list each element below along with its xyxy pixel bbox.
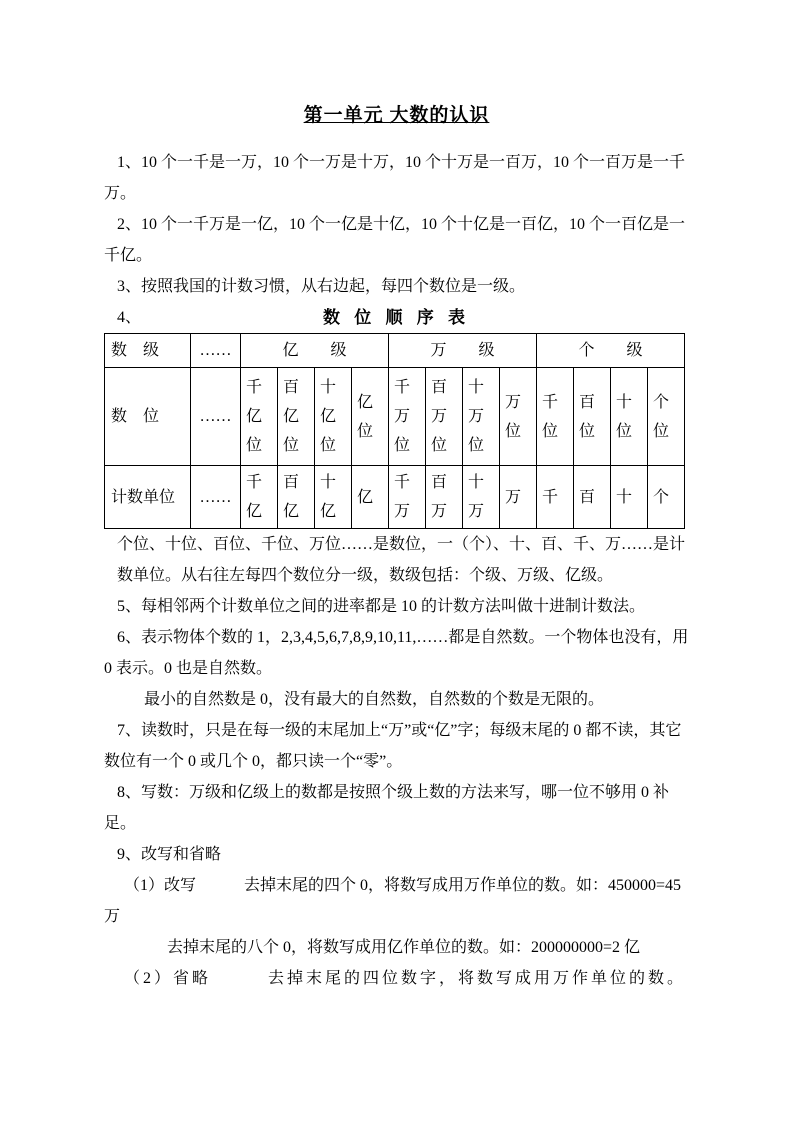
unit-cell: 百亿 xyxy=(278,466,315,529)
level-row-ellipsis: …… xyxy=(191,334,241,368)
paragraph-item-2: 2、10 个一千万是一亿，10 个一亿是十亿，10 个十亿是一百亿，10 个一百亿是一千亿。 xyxy=(104,216,686,264)
digit-cell: 百万位 xyxy=(426,368,463,466)
unit-cell: 千亿 xyxy=(241,466,278,529)
digit-cell: 百位 xyxy=(574,368,611,466)
paragraph-item-5: 5、每相邻两个计数单位之间的进率都是 10 的计数方法叫做十进制计数法。 xyxy=(117,598,646,615)
level-yi-ji: 亿 级 xyxy=(241,334,389,368)
page-title: 第一单元 大数的认识 xyxy=(303,105,490,126)
unit-cell: 十亿 xyxy=(315,466,352,529)
table-row-unit xyxy=(105,466,685,529)
digit-cell: 千位 xyxy=(537,368,574,466)
paragraph-item-9-rewrite: （1）改写 去掉末尾的四个 0，将数写成用万作单位的数。如：450000=45 万 xyxy=(104,877,682,925)
paragraph-item-9: 9、改写和省略 xyxy=(117,846,222,863)
table-caption-number: 4、 xyxy=(117,309,142,326)
unit-cell: 个 xyxy=(648,466,685,529)
table-row-digit xyxy=(105,368,685,466)
place-value-order-table xyxy=(104,333,685,529)
paragraph-item-1: 1、10 个一千是一万，10 个一万是十万，10 个十万是一百万，10 个一百万是一千万。 xyxy=(104,154,686,202)
digit-cell: 千万位 xyxy=(389,368,426,466)
digit-cell: 百亿位 xyxy=(278,368,315,466)
paragraph-item-6-note: 最小的自然数是 0，没有最大的自然数，自然数的个数是无限的。 xyxy=(144,691,605,708)
unit-cell: 万 xyxy=(500,466,537,529)
digit-cell: 万位 xyxy=(500,368,537,466)
level-row-label: 数 级 xyxy=(105,334,191,368)
digit-cell: 千亿位 xyxy=(241,368,278,466)
paragraph-item-7: 7、读数时，只是在每一级的末尾加上“万”或“亿”字；每级末尾的 0 都不读，其它数位有一个 0 或几个 0，都只读一个“零”。 xyxy=(104,722,682,770)
unit-row-ellipsis: …… xyxy=(191,466,241,529)
unit-cell: 百万 xyxy=(426,466,463,529)
unit-cell: 亿 xyxy=(352,466,389,529)
unit-cell: 千万 xyxy=(389,466,426,529)
unit-cell: 十万 xyxy=(463,466,500,529)
digit-cell: 十亿位 xyxy=(315,368,352,466)
unit-row-label: 计数单位 xyxy=(105,466,191,529)
digit-cell: 十万位 xyxy=(463,368,500,466)
paragraph-item-6: 6、表示物体个数的 1，2,3,4,5,6,7,8,9,10,11,……都是自然数。一个物体也没有，用 0 表示。0 也是自然数。 xyxy=(104,629,689,677)
unit-cell: 百 xyxy=(574,466,611,529)
table-row-level xyxy=(105,334,685,368)
level-wan-ji: 万 级 xyxy=(389,334,537,368)
unit-cell: 千 xyxy=(537,466,574,529)
paragraph-item-3: 3、按照我国的计数习惯，从右边起，每四个数位是一级。 xyxy=(117,278,526,295)
digit-cell: 十位 xyxy=(611,368,648,466)
paragraph-after-table: 个位、十位、百位、千位、万位……是数位，一（个）、十、百、千、万……是计数单位。从右往左每四个数位分一级，数级包括：个级、万级、亿级。 xyxy=(117,536,686,584)
digit-cell: 亿位 xyxy=(352,368,389,466)
digit-row-ellipsis: …… xyxy=(191,368,241,466)
paragraph-item-8: 8、写数：万级和亿级上的数都是按照个级上数的方法来写，哪一位不够用 0 补足。 xyxy=(104,784,670,832)
paragraph-item-9-rewrite-yi: 去掉末尾的八个 0，将数写成用亿作单位的数。如：200000000=2 亿 xyxy=(167,939,641,956)
unit-cell: 十 xyxy=(611,466,648,529)
level-ge-ji: 个 级 xyxy=(537,334,685,368)
paragraph-item-9-omit: （2）省略 去掉末尾的四位数字，将数写成用万作单位的数。 xyxy=(124,970,687,987)
table-caption-line xyxy=(104,302,689,333)
digit-row-label: 数 位 xyxy=(105,368,191,466)
digit-cell: 个位 xyxy=(648,368,685,466)
table-caption-title: 数 位 顺 序 表 xyxy=(323,308,470,327)
